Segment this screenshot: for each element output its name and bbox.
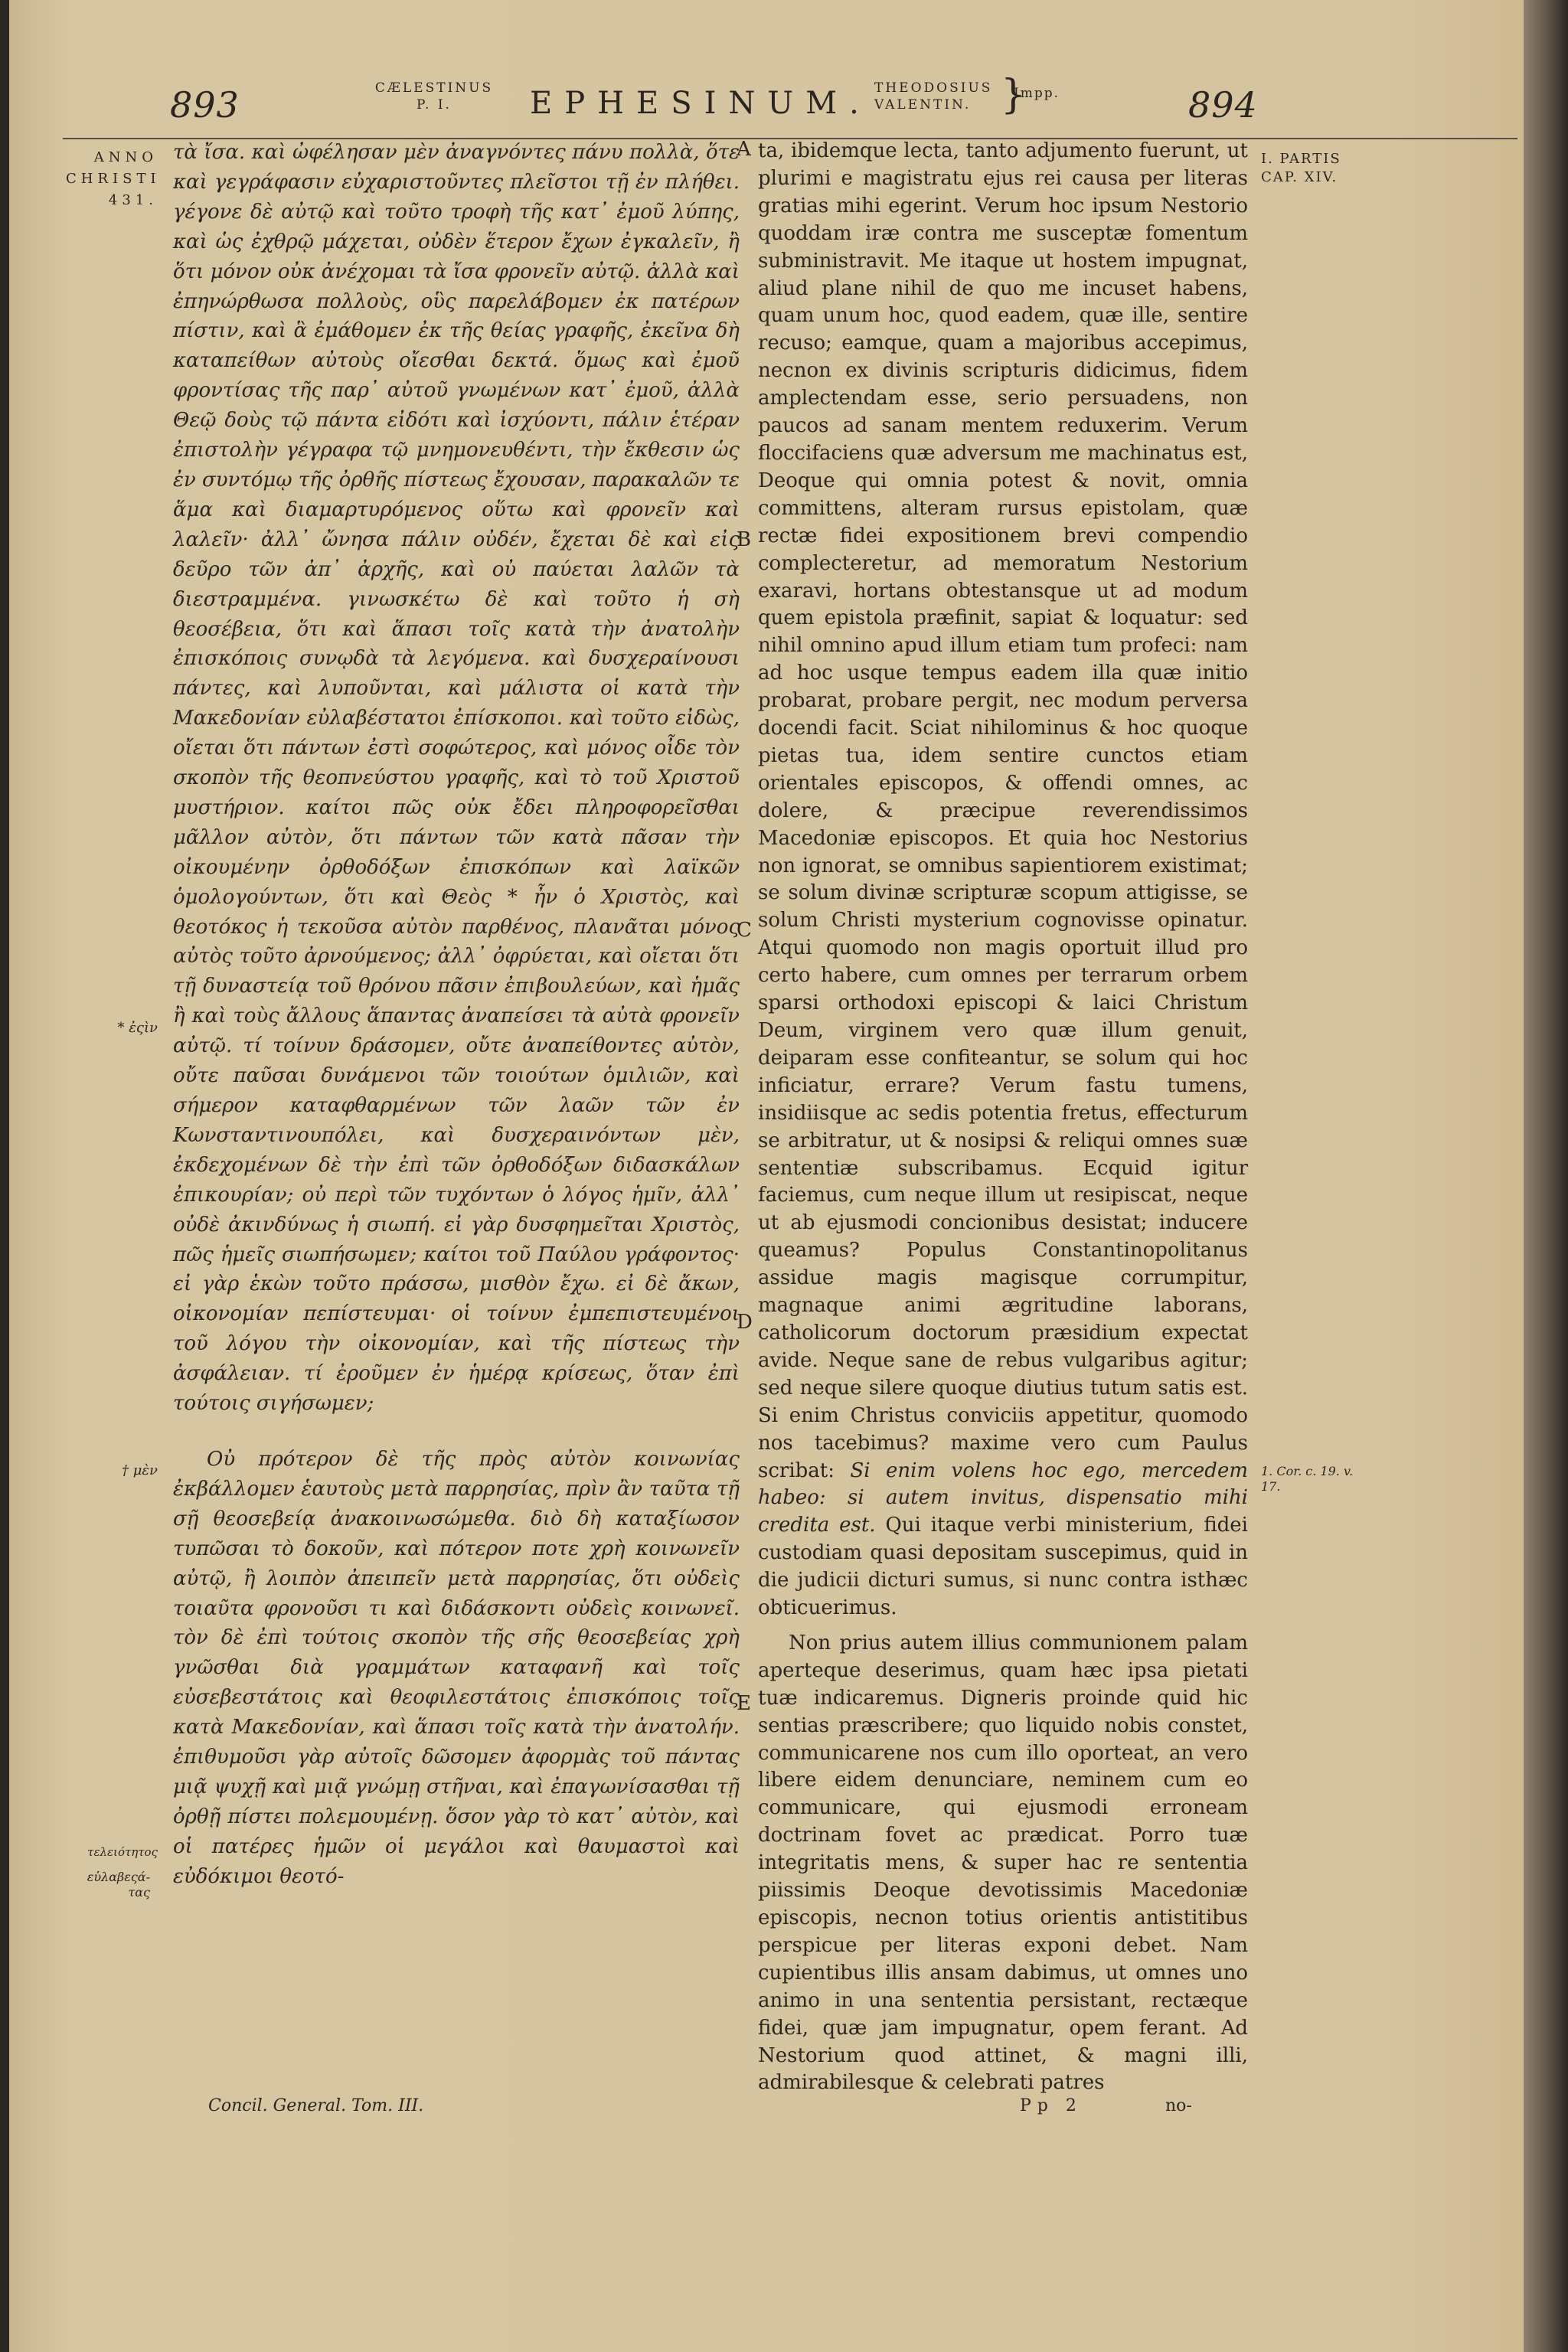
brace-glyph: } xyxy=(1001,72,1027,118)
latin-paragraph-1 xyxy=(758,138,1248,1622)
margin-note-cor: 1. Cor. c. 19. v. 17. xyxy=(1261,1464,1354,1494)
margin-note-star: * ἐςὶν xyxy=(117,1020,158,1036)
page-number-left: 893 xyxy=(170,84,240,126)
book-page xyxy=(9,0,1533,2352)
margin-note-eulabestatas: εὐλαβεςά-τας xyxy=(87,1870,150,1900)
header-emperors: THEODOSIUS VALENTIN. xyxy=(874,80,993,113)
page-number-right: 894 xyxy=(1188,84,1258,126)
section-letter-e: E xyxy=(737,1692,751,1715)
header-pope: CÆLESTINUS P. I. xyxy=(374,80,494,113)
section-letter-c: C xyxy=(737,919,752,942)
footer-catchword: no- xyxy=(1165,2096,1192,2115)
greek-column xyxy=(173,138,740,1892)
greek-paragraph-1: τὰ ἴσα. καὶ ὠφέλησαν μὲν ἀναγνόντες πάνυ πολλὰ, ὅτε καὶ γεγράφασιν εὐχαριστοῦντες πλεῖστοι τῇ ἐν πλήθει. γέγονε δὲ αὐτῷ καὶ τοῦτο τροφὴ τῆς κατ᾽ ἐμοῦ λύπης, καὶ ὡς ἐχθρῷ μάχεται, οὐδὲν ἕτερον ἔχων ἐγκαλεῖν, ἢ ὅτι μόνον οὐκ ἀνέχομαι τὰ ἴσα φρονεῖν αὐτῷ. ἀλλὰ καὶ ἐπηνώρθωσα πολλοὺς, οὓς παρελάβομεν ἐκ πατέρων πίστιν, καὶ ἃ ἐμάθομεν ἐκ τῆς θείας γραφῆς, ἐκεῖνα δὴ καταπείθων αὐτοὺς οἴεσθαι δεκτά. ὅμως καὶ ἐμοῦ φροντίσας τῆς παρ᾽ αὐτοῦ γνωμένων κατ᾽ ἐμοῦ, ἀλλὰ Θεῷ δοὺς τῷ πάντα εἰδότι καὶ ἰσχύοντι, πάλιν ἑτέραν ἐπιστολὴν γέγραφα τῷ μνημονευθέντι, τὴν ἔκθεσιν ὡς ἐν συντόμῳ τῆς ὀρθῆς πίστεως ἔχουσαν, παρακαλῶν τε ἅμα καὶ διαμαρτυρόμενος οὕτω καὶ φρονεῖν καὶ λαλεῖν· ἀλλ᾽ ὤνησα πάλιν οὐδέν, ἔχεται δὲ καὶ εἰς δεῦρο τῶν ἀπ᾽ ἀρχῆς, καὶ οὐ παύεται λαλῶν τὰ διεστραμμένα. γινωσκέτω δὲ καὶ τοῦτο ἡ σὴ θεοσέβεια, ὅτι καὶ ἅπασι τοῖς κατὰ τὴν ἀνατολὴν ἐπισκόποις συνῳδὰ τὰ λεγόμενα. καὶ δυσχεραίνουσι πάντες, καὶ λυποῦνται, καὶ μάλιστα οἱ κατὰ τὴν Μακεδονίαν εὐλαβέστατοι ἐπίσκοποι. καὶ τοῦτο εἰδὼς, οἴεται ὅτι πάντων ἐστὶ σοφώτερος, καὶ μόνος οἶδε τὸν σκοπὸν τῆς θεοπνεύστου γραφῆς, καὶ τὸ τοῦ Χριστοῦ μυστήριον. καίτοι πῶς οὐκ ἔδει πληροφορεῖσθαι μᾶλλον αὐτὸν, ὅτι πάντων τῶν κατὰ πᾶσαν τὴν οἰκουμένην ὀρθοδόξων ἐπισκόπων καὶ λαϊκῶν ὁμολογούντων, ὅτι καὶ Θεὸς * ἦν ὁ Χριστὸς, καὶ θεοτόκος ἡ τεκοῦσα αὐτὸν παρθένος, πλανᾶται μόνος αὐτὸς τοῦτο ἀρνούμενος; ἀλλ᾽ ὀφρύεται, καὶ οἴεται ὅτι τῇ δυναστείᾳ τοῦ θρόνου πᾶσιν ἐπιβουλεύων, καὶ ἡμᾶς ἢ καὶ τοὺς ἄλλους ἅπαντας ἀναπείσει τὰ αὐτὰ φρονεῖν αὐτῷ. τί τοίνυν δράσομεν, οὔτε ἀναπείθοντες αὐτὸν, οὔτε παῦσαι δυνάμενοι τῶν τοιούτων ὁμιλιῶν, καὶ σήμερον καταφθαρμένων τῶν λαῶν τῶν ἐν Κωνσταντινουπόλει, καὶ δυσχεραινόντων μὲν, ἐκδεχομένων δὲ τὴν ἐπὶ τῶν ὀρθοδόξων διδασκάλων ἐπικουρίαν; οὐ περὶ τῶν τυχόντων ὁ λόγος ἡμῖν, ἀλλ᾽ οὐδὲ ἀκινδύνως ἡ σιωπή. εἰ γὰρ δυσφημεῖται Χριστὸς, πῶς ἡμεῖς σιωπήσωμεν; καίτοι τοῦ Παύλου γράφοντος· εἰ γὰρ ἑκὼν τοῦτο πράσσω, μισθὸν ἔχω. εἰ δὲ ἄκων, οἰκονομίαν πεπίστευμαι· οἱ τοίνυν ἐμπεπιστευμένοι τοῦ λόγου τὴν οἰκονομίαν, καὶ τῆς πίστεως τὴν ἀσφάλειαν. τί ἐροῦμεν ἐν ἡμέρᾳ κρίσεως, ὅταν ἐπὶ τούτοις σιγήσωμεν; xyxy=(173,141,740,1416)
section-letter-d: D xyxy=(737,1311,753,1334)
margin-note-teleiotetos: τελειότητος xyxy=(87,1845,158,1859)
footer-volume: Concil. General. Tom. III. xyxy=(208,2096,424,2115)
margin-pars: I. PARTIS CAP. XIV. xyxy=(1261,151,1341,185)
margin-anno: ANNO CHRISTI 431. xyxy=(66,149,161,208)
book-spine-shadow xyxy=(1524,0,1568,2352)
footer-signature: Pp 2 xyxy=(1020,2096,1083,2115)
running-title: EPHESINUM. xyxy=(530,86,871,121)
section-letter-b: B xyxy=(737,528,752,551)
greek-paragraph-2: Οὐ πρότερον δὲ τῆς πρὸς αὐτὸν κοινωνίας ἐκβάλλομεν ἑαυτοὺς μετὰ παρρησίας, πρὶν ἂν ταῦτα τῇ σῇ θεοσεβείᾳ ἀνακοινωσώμεθα. διὸ δὴ καταξίωσον τυπῶσαι τὸ δοκοῦν, καὶ πότερον ποτε χρὴ κοινωνεῖν αὐτῷ, ἢ λοιπὸν ἀπειπεῖν μετὰ παρρησίας, ὅτι οὐδεὶς τοιαῦτα φρονοῦσι τι καὶ διδάσκοντι οὐδεὶς κοινωνεῖ. τὸν δὲ ἐπὶ τούτοις σκοπὸν τῆς σῆς θεοσεβείας χρὴ γνῶσθαι διὰ γραμμάτων καταφανῆ καὶ τοῖς εὐσεβεστάτοις καὶ θεοφιλεστάτοις ἐπισκόποις τοῖς κατὰ Μακεδονίαν, καὶ ἅπασι τοῖς κατὰ τὴν ἀνατολήν. ἐπιθυμοῦσι γὰρ αὐτοῖς δῶσομεν ἀφορμὰς τοῦ πάντας μιᾷ ψυχῇ καὶ μιᾷ γνώμῃ στῆναι, καὶ ἐπαγωνίσασθαι τῇ ὀρθῇ πίστει πολεμουμένῃ. ὅσον γὰρ τὸ κατ᾽ αὐτὸν, καὶ οἱ πατέρες ἡμῶν οἱ μεγάλοι καὶ θαυμαστοὶ καὶ εὐδόκιμοι θεοτό- xyxy=(173,1447,740,1888)
latin-column xyxy=(758,138,1248,2097)
section-letter-a: A xyxy=(737,138,751,161)
latin-paragraph-2: Non prius autem illius communionem palam aperteque deserimus, quam hæc ipsa pietati tuæ indicaremus. Digneris proinde quid hic sentias præscribere; quo liquido nobis constet, communicarene nos cum illo oporteat, an vero libere eidem denunciare, neminem cum eo communicare, qui ejusmodi erroneam doctrinam fovet ac prædicat. Porro tuæ integritatis mens, & super hac re sententia piissimis Deoque devotissimis Macedoniæ episcopis, necnon totius orientis antistitibus perspicue per literas exponi debet. Nam cupientibus illis ansam dabimus, ut omnes uno animo in una sententia persistant, rectæque fidei, quæ jam impugnatur, opem ferant. Ad Nestorium quod attinet, & magni illi, admirabilesque & celebrati patres xyxy=(758,1631,1248,2095)
latin-text-1-end: Qui itaque verbi ministerium, fidei custodiam quasi depositam suscepimus, quid in die judicii dicturi sumus, si nunc contra isthæc obticuerimus. xyxy=(758,1514,1249,1620)
header-imp: Impp. xyxy=(1014,86,1060,101)
latin-text-1: ta, ibidemque lecta, tanto adjumento fuerunt, ut plurimi e magistratu ejus rei causa per literas gratias mihi egerint. Verum hoc ipsum Nestorio quoddam iræ contra me susceptæ fomentum subministravit. Me itaque ut hostem impugnat, aliud plane nihil de quo me incuset habens, quam unum hoc, quod eadem, quæ ille, sentire recuso; eamque, quam a majoribus accepimus, necnon ex divinis scripturis didicimus, fidem amplectendam esse, serio persuadens, non paucos ad sanam mentem reduxerim. Verum floccifaciens quæ adversum me machinatus est, Deoque qui omnia potest & novit, omnia committens, alteram rursus epistolam, quæ rectæ fidei expositionem brevi compendio complecteretur, ad memoratum Nestorium exaravi, hortans obtestansque ut ad modum quem epistola præfinit, sapiat & loquatur: sed nihil omnino apud illum etiam tum profeci: nam ad hoc usque tempus eadem illa quæ initio probarat, probare pergit, nec modum perversa docendi facit. Sciat nihilominus & hoc quoque pietas tua, idem sentire cunctos etiam orientales episcopos, & offendi omnes, ac dolere, & præcipue reverendissimos Macedoniæ episcopos. Et quia hoc Nestorius non ignorat, se omnibus sapientiorem existimat; se solum divinæ scripturæ scopum attigisse, se solum Christi mysterium cognovisse opinatur. Atqui quomodo non magis oportuit illud pro certo habere, cum omnes per terrarum orbem sparsi orthodoxi episcopi & laici Christum Deum, virginem vero quæ illum genuit, deiparam esse confiteantur, se solum qui hoc inficiatur, errare? Verum fastu tumens, insidiisque ac sedis potentia fretus, effecturum se arbitratur, ut & nosipsi & reliqui omnes suæ sententiæ subscribamus. Ecquid igitur faciemus, cum neque illum ut resipiscat, neque ut ab ejusmodi concionibus desistat; inducere queamus? Populus Constantinopolitanus assidue magis magisque corrumpitur, magnaque animi ægritudine laborans, catholicorum doctorum præsidium expectat avide. Neque sane de rebus vulgaribus agitur; sed neque silere quoque diutius tutum satis est. Si enim Christus conviciis appetitur, quomodo nos tacebimus? maxime vero cum Paulus scribat: xyxy=(758,139,1248,1482)
margin-note-men: † μὲν xyxy=(121,1462,158,1478)
latin-scripture-quote: Si enim volens hoc ego, mercedem habeo: si autem invitus, dispensatio mihi credita est. xyxy=(758,1459,1248,1537)
